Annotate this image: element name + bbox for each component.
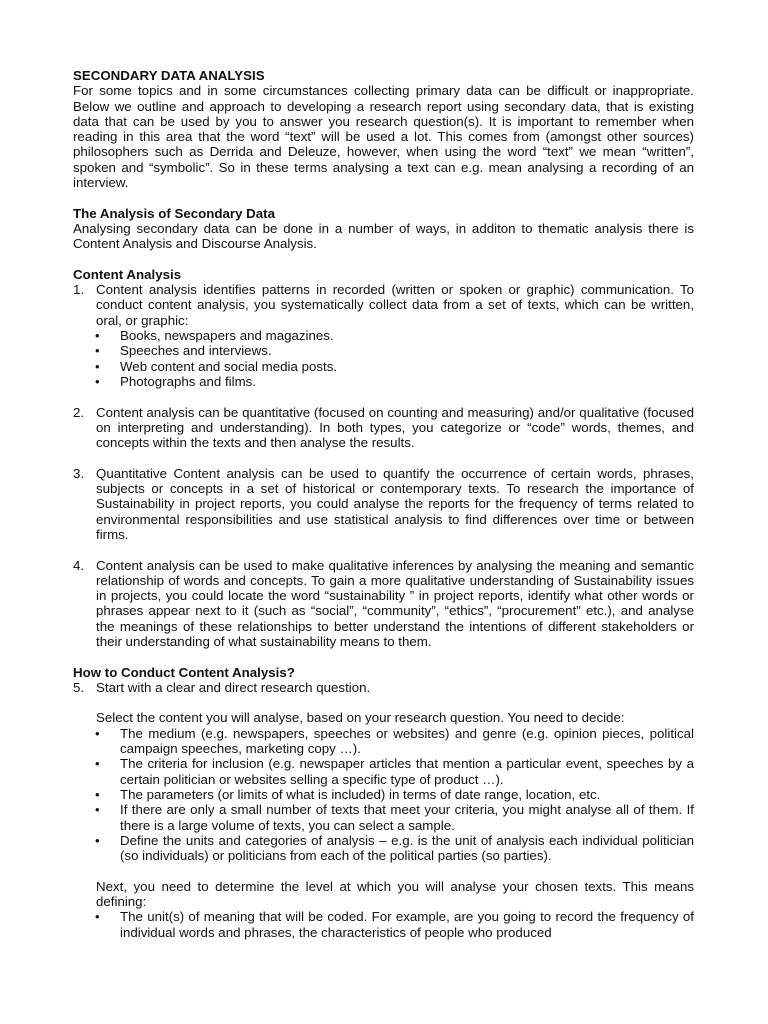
numbered-item-3 bbox=[73, 466, 694, 542]
spacer bbox=[73, 649, 694, 664]
bullet-icon: • bbox=[95, 373, 100, 389]
document-title: SECONDARY DATA ANALYSIS bbox=[73, 68, 265, 83]
list-item-text: Web content and social media posts. bbox=[120, 358, 338, 374]
list-item-text: The unit(s) of meaning that will be coded. For example, are you going to record the frequency of individual words and phrases, the characteristics of people who produced bbox=[120, 909, 694, 940]
document-page bbox=[73, 68, 694, 940]
list-item-text: Define the units and categories of analysis – e.g. is the unit of analysis each individual politician (so individuals) or politicians from each of the political parties (so parties). bbox=[120, 832, 694, 864]
level-of-analysis-intro: Next, you need to determine the level at which you will analyse your chosen texts. This means defining: bbox=[96, 878, 694, 910]
list-item bbox=[73, 343, 694, 358]
bullet-icon: • bbox=[95, 328, 100, 344]
list-item bbox=[73, 374, 694, 389]
item-number: 2. bbox=[73, 404, 85, 420]
intro-paragraph: For some topics and in some circumstances collecting primary data can be difficult or inappropriate. Below we outline and approach to developing a research report using secondary data, that is existing data that can be used by you to answer you research question(s). It is important to remember when reading in this area that the word “text” will be used a lot. This comes from (amongst other sources) philosophers such as Derrida and Deleuze, however, when using the word “text” we mean “written”, spoken and “symbolic”. So in these terms analysing a text can e.g. mean analysing a recording of an interview. bbox=[73, 83, 694, 191]
item-text: Content analysis can be quantitative (focused on counting and measuring) and/or qualitative (focused on interpreting and understanding). In both types, you categorize or “code” words, themes, and concepts within the texts and then analyse the results. bbox=[96, 404, 694, 451]
bullet-icon: • bbox=[95, 909, 100, 925]
item-number: 3. bbox=[73, 465, 85, 481]
list-item-text: If there are only a small number of texts that meet your criteria, you might analyse all of them. If there is a large volume of texts, you can select a sample. bbox=[120, 802, 694, 833]
list-item bbox=[73, 802, 694, 833]
bullet-icon: • bbox=[95, 343, 100, 359]
select-content-intro: Select the content you will analyse, based on your research question. You need to decide: bbox=[96, 710, 625, 726]
bullet-icon: • bbox=[95, 786, 100, 802]
list-item-text: The medium (e.g. newspapers, speeches or websites) and genre (e.g. opinion pieces, political campaign speeches, marketing copy …). bbox=[120, 725, 694, 757]
bullet-icon: • bbox=[95, 756, 100, 772]
list-item bbox=[73, 756, 694, 787]
bullet-list-select-content bbox=[73, 726, 694, 864]
spacer bbox=[73, 450, 694, 465]
item-text: Content analysis can be used to make qualitative inferences by analysing the meaning and semantic relationship of words and concepts. To gain a more qualitative understanding of Sustainability issues in projects, you could locate the word “sustainability ” in project reports, identify what other words or phrases appear next to it (such as “social”, “community”, “ethics”, “procurement” etc.), and analyse the meanings of these relationships to better understand the intentions of different stakeholders or their understanding of what sustainability means to them. bbox=[96, 557, 694, 649]
item-number: 5. bbox=[73, 679, 85, 695]
bullet-list-level-of-analysis bbox=[73, 909, 694, 940]
item-text: Quantitative Content analysis can be used to quantify the occurrence of certain words, phrases, subjects or concepts in a set of historical or contemporary texts. To research the importance of Sustainability in project reports, you could analyse the reports for the frequency of terms related to environmental responsibilities and use statistical analysis to find differences over time or between firms. bbox=[96, 465, 694, 542]
list-item bbox=[73, 909, 694, 940]
section-body-analysis-of-secondary-data: Analysing secondary data can be done in a number of ways, in additon to thematic analysis there is Content Analysis and Discourse Analysis. bbox=[73, 220, 694, 252]
list-item bbox=[73, 328, 694, 343]
numbered-item-5 bbox=[73, 680, 694, 695]
numbered-item-1 bbox=[73, 282, 694, 328]
list-item-text: The parameters (or limits of what is included) in terms of date range, location, etc. bbox=[120, 786, 601, 802]
spacer bbox=[73, 695, 694, 710]
spacer bbox=[73, 252, 694, 267]
spacer bbox=[73, 190, 694, 205]
section-heading-content-analysis: Content Analysis bbox=[73, 266, 182, 282]
bullet-icon: • bbox=[95, 358, 100, 374]
bullet-icon: • bbox=[95, 802, 100, 818]
list-item bbox=[73, 359, 694, 374]
bullet-icon: • bbox=[95, 725, 100, 741]
spacer bbox=[73, 863, 694, 878]
list-item-text: Books, newspapers and magazines. bbox=[120, 328, 334, 344]
list-item-text: Speeches and interviews. bbox=[120, 343, 272, 359]
spacer bbox=[73, 389, 694, 404]
item-number: 4. bbox=[73, 557, 85, 573]
list-item bbox=[73, 726, 694, 757]
list-item bbox=[73, 833, 694, 864]
item-text: Content analysis identifies patterns in recorded (written or spoken or graphic) communication. To conduct content analysis, you systematically collect data from a set of texts, which can be written, oral, or graphic: bbox=[96, 282, 694, 328]
item-number: 1. bbox=[73, 282, 85, 298]
list-item-text: The criteria for inclusion (e.g. newspaper articles that mention a particular event, speeches by a certain politician or websites selling a specific type of product …). bbox=[120, 756, 694, 787]
spacer bbox=[73, 542, 694, 557]
list-item bbox=[73, 787, 694, 802]
item-text: Start with a clear and direct research question. bbox=[96, 679, 371, 695]
section-heading-how-to-conduct: How to Conduct Content Analysis? bbox=[73, 664, 295, 680]
numbered-item-4 bbox=[73, 558, 694, 650]
section-heading-analysis-of-secondary-data: The Analysis of Secondary Data bbox=[73, 205, 275, 221]
numbered-item-2 bbox=[73, 405, 694, 451]
bullet-icon: • bbox=[95, 832, 100, 848]
bullet-list-text-types bbox=[73, 328, 694, 389]
list-item-text: Photographs and films. bbox=[120, 373, 257, 389]
